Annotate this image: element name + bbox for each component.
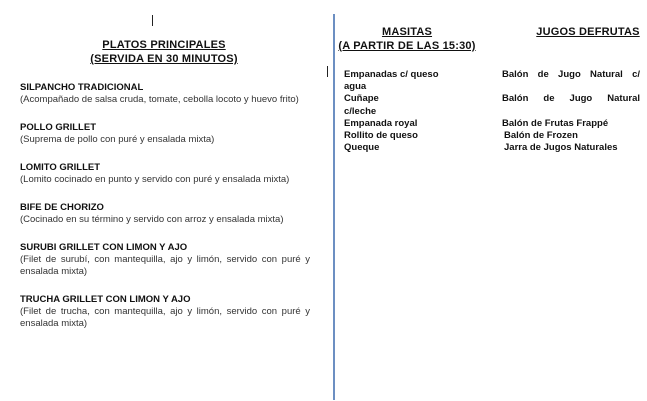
dish-description: (Filet de surubí, con mantequilla, ajo y limón, servido con puré y ensalada mixta) [20, 254, 310, 277]
dish-item [20, 122, 310, 146]
masitas-heading [338, 25, 476, 53]
column-divider [333, 14, 335, 400]
dish-name: SURUBI GRILLET CON LIMON Y AJO [20, 242, 188, 253]
platos-heading [20, 38, 308, 66]
text-cursor-mark [327, 66, 328, 77]
jugos-list [502, 69, 640, 154]
list-item: Jarra de Jugos Naturales [504, 142, 618, 154]
jugos-heading-title: JUGOS DEFRUTAS [536, 26, 640, 38]
list-item-spacer [502, 106, 640, 118]
list-item: agua [344, 81, 367, 93]
dish-item [20, 162, 310, 186]
dish-description: (Filet de trucha, con mantequilla, ajo y limón, servido con puré y ensalada mixta) [20, 306, 310, 329]
list-item: Cuñape [344, 93, 379, 105]
dish-item [20, 294, 310, 330]
jugos-heading [533, 25, 643, 39]
platos-heading-title: PLATOS PRINCIPALES [102, 39, 226, 51]
dish-description: (Acompañado de salsa cruda, tomate, cebolla locoto y huevo frito) [20, 94, 299, 105]
masitas-list [344, 69, 452, 154]
dish-item [20, 82, 310, 106]
list-item-spacer [502, 81, 640, 93]
list-item: Balón de Frozen [504, 129, 578, 141]
list-item: Rollito de queso [344, 130, 418, 142]
masitas-heading-subtitle: (A PARTIR DE LAS 15:30) [338, 40, 476, 52]
list-item: Empanadas c/ queso [344, 69, 439, 80]
dish-name: BIFE DE CHORIZO [20, 202, 104, 213]
list-item: Empanada royal [344, 117, 418, 129]
list-item: Queque [344, 142, 380, 154]
dish-name: TRUCHA GRILLET CON LIMON Y AJO [20, 294, 191, 305]
list-item: Balón de Frutas Frappé [502, 117, 609, 129]
dish-description: (Suprema de pollo con puré y ensalada mixta) [20, 134, 215, 145]
list-item: Balón de Jugo Natural c/ [502, 69, 640, 80]
dish-description: (Lomito cocinado en punto y servido con puré y ensalada mixta) [20, 174, 290, 185]
dish-description: (Cocinado en su término y servido con arroz y ensalada mixta) [20, 214, 284, 225]
dish-item [20, 242, 310, 278]
dish-name: POLLO GRILLET [20, 122, 96, 133]
dish-item [20, 202, 310, 226]
text-cursor-mark [152, 15, 153, 26]
platos-heading-subtitle: (SERVIDA EN 30 MINUTOS) [90, 53, 238, 65]
list-item: c/leche [344, 105, 377, 117]
dish-name: LOMITO GRILLET [20, 162, 101, 173]
masitas-heading-title: MASITAS [381, 26, 433, 38]
list-item: Balón de Jugo Natural [502, 93, 640, 105]
dish-name: SILPANCHO TRADICIONAL [20, 82, 144, 93]
platos-principales-section [20, 38, 310, 330]
